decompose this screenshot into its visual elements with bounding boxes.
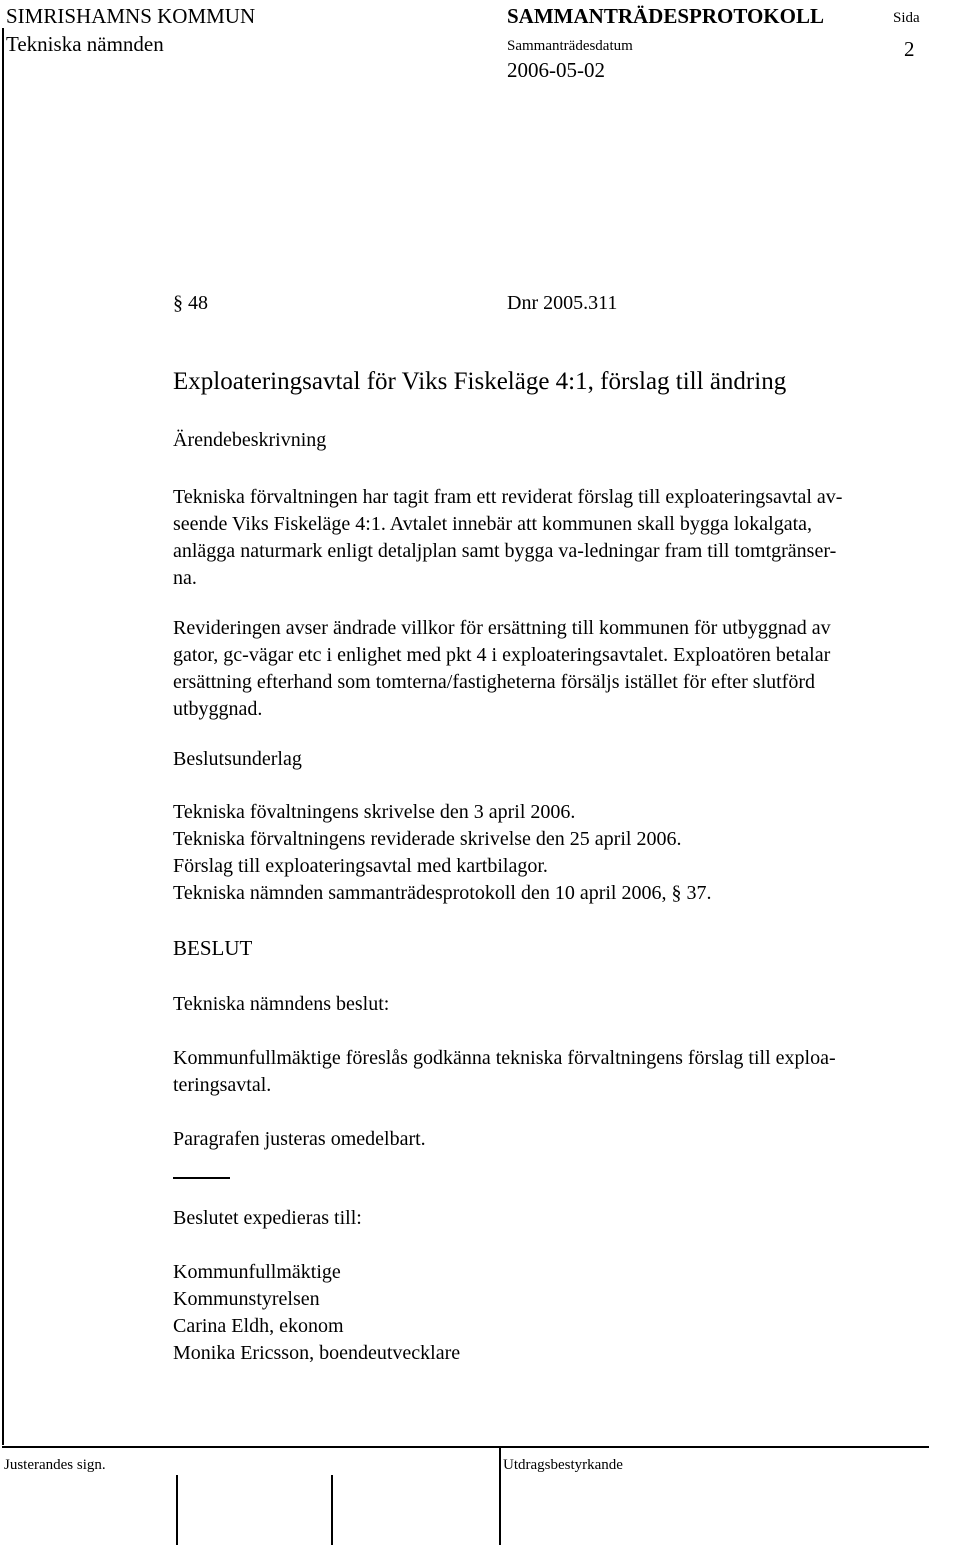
description-heading: Ärendebeskrivning bbox=[173, 429, 327, 451]
text-line: Tekniska förvaltningen har tagit fram ett reviderat förslag till exploateringsavtal av- bbox=[173, 486, 843, 508]
decision-text bbox=[173, 1045, 953, 1099]
adjusted-note: Paragrafen justeras omedelbart. bbox=[173, 1128, 426, 1150]
basis-list bbox=[173, 799, 953, 907]
text-line: ersättning efterhand som tomterna/fastigheterna försäljs istället för efter slutförd bbox=[173, 671, 816, 693]
sent-to-label: Beslutet expedieras till: bbox=[173, 1207, 362, 1229]
signature-box-divider bbox=[331, 1475, 333, 1545]
description-paragraph-1 bbox=[173, 484, 953, 592]
text-line: utbyggnad. bbox=[173, 698, 263, 720]
municipality-name: SIMRISHAMNS KOMMUN bbox=[6, 4, 256, 28]
list-item: Förslag till exploateringsavtal med kartbilagor. bbox=[173, 855, 548, 877]
page-label: Sida bbox=[893, 10, 920, 26]
list-item: Monika Ericsson, boendeutvecklare bbox=[173, 1342, 461, 1364]
footer-rule bbox=[2, 1446, 929, 1448]
dnr-number: Dnr 2005.311 bbox=[507, 292, 618, 314]
paragraph-number: § 48 bbox=[173, 292, 208, 314]
signature-box-divider bbox=[176, 1475, 178, 1545]
text-line: anlägga naturmark enligt detaljplan samt bygga va-ledningar fram till tomtgränser- bbox=[173, 540, 837, 562]
left-margin-line bbox=[2, 28, 4, 1445]
list-item: Carina Eldh, ekonom bbox=[173, 1315, 344, 1337]
page-number: 2 bbox=[904, 37, 915, 61]
list-item: Tekniska förvaltningens reviderade skrivelse den 25 april 2006. bbox=[173, 828, 682, 850]
committee-name: Tekniska nämnden bbox=[6, 32, 164, 56]
case-title: Exploateringsavtal för Viks Fiskeläge 4:1, förslag till ändring bbox=[173, 368, 787, 395]
text-line: teringsavtal. bbox=[173, 1074, 272, 1096]
text-line: Kommunfullmäktige föreslås godkänna tekniska förvaltningens förslag till exploa- bbox=[173, 1047, 836, 1069]
list-item: Tekniska fövaltningens skrivelse den 3 april 2006. bbox=[173, 801, 576, 823]
text-line: seende Viks Fiskeläge 4:1. Avtalet innebär att kommunen skall bygga lokalgata, bbox=[173, 513, 813, 535]
list-item: Kommunfullmäktige bbox=[173, 1261, 341, 1283]
certification-label: Utdragsbestyrkande bbox=[503, 1457, 623, 1473]
text-line: Revideringen avser ändrade villkor för ersättning till kommunen för utbyggnad av bbox=[173, 617, 831, 639]
recipient-list bbox=[173, 1259, 953, 1367]
text-line: na. bbox=[173, 567, 197, 589]
list-item: Tekniska nämnden sammanträdesprotokoll den 10 april 2006, § 37. bbox=[173, 882, 712, 904]
separator-rule bbox=[173, 1177, 230, 1179]
meeting-date: 2006-05-02 bbox=[507, 58, 605, 82]
document-type: SAMMANTRÄDESPROTOKOLL bbox=[507, 4, 824, 28]
signature-box-divider bbox=[499, 1448, 501, 1545]
basis-heading: Beslutsunderlag bbox=[173, 748, 302, 770]
list-item: Kommunstyrelsen bbox=[173, 1288, 320, 1310]
decision-heading: BESLUT bbox=[173, 936, 253, 960]
description-paragraph-2 bbox=[173, 615, 953, 723]
decision-intro: Tekniska nämndens beslut: bbox=[173, 993, 390, 1015]
date-label: Sammanträdesdatum bbox=[507, 38, 633, 54]
signature-label: Justerandes sign. bbox=[4, 1457, 106, 1473]
text-line: gator, gc-vägar etc i enlighet med pkt 4 i exploateringsavtalet. Exploatören betalar bbox=[173, 644, 831, 666]
